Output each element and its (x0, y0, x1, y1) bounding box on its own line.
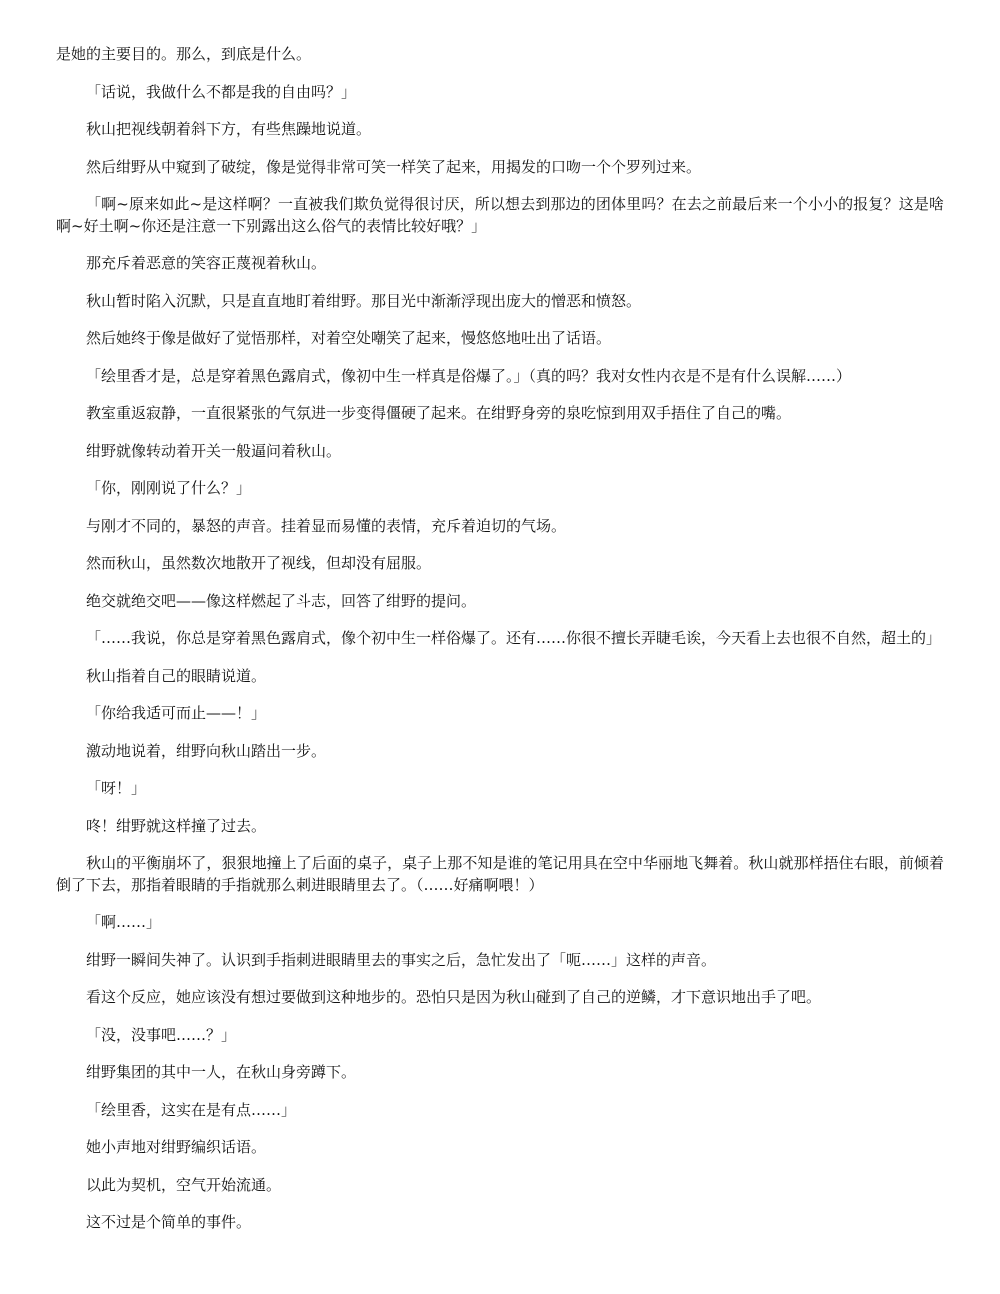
paragraph: 她小声地对绀野编织话语。 (86, 1138, 267, 1156)
paragraph: 「呀！」 (86, 779, 147, 797)
paragraph: 绝交就绝交吧——像这样燃起了斗志，回答了绀野的提问。 (86, 591, 477, 610)
paragraph: 然而秋山，虽然数次地散开了视线，但却没有屈服。 (86, 554, 432, 572)
paragraph: 「啊……」 (86, 913, 162, 931)
paragraph: 秋山把视线朝着斜下方，有些焦躁地说道。 (86, 120, 372, 138)
paragraph: 秋山暂时陷入沉默，只是直直地盯着绀野。那目光中渐渐浮现出庞大的憎恶和愤怒。 (86, 291, 642, 310)
paragraph: 绀野集团的其中一人，在秋山身旁蹲下。 (86, 1063, 357, 1081)
paragraph: 「你给我适可而止——！」 (86, 704, 267, 722)
paragraph: 是她的主要目的。那么，到底是什么。 (56, 45, 312, 63)
paragraph: 「绘里香才是，总是穿着黑色露肩式，像初中生一样真是俗爆了。」（真的吗？我对女性内衣是不是有什么误解……） (86, 366, 852, 385)
paragraph: 那充斥着恶意的笑容正蔑视着秋山。 (86, 254, 327, 272)
paragraph: 然后绀野从中窥到了破绽，像是觉得非常可笑一样笑了起来，用揭发的口吻一个个罗列过来。 (86, 157, 702, 176)
paragraph: 秋山的平衡崩坏了，狠狠地撞上了后面的桌子，桌子上那不知是谁的笔记用具在空中华丽地飞舞着。秋山就那样捂住右眼，前倾着倒了下去，那指着眼睛的手指就那么刺进眼睛里去了。（……好痛啊喂！） (56, 854, 944, 894)
paragraph: 绀野就像转动着开关一般逼问着秋山。 (86, 441, 342, 460)
paragraph: 教室重返寂静，一直很紧张的气氛进一步变得僵硬了起来。在绀野身旁的泉吃惊到用双手捂住了自己的嘴。 (86, 404, 792, 422)
paragraph: 「话说，我做什么不都是我的自由吗？」 (86, 82, 357, 101)
paragraph: 激动地说着，绀野向秋山踏出一步。 (86, 741, 327, 760)
paragraph: 然后她终于像是做好了觉悟那样，对着空处嘲笑了起来，慢悠悠地吐出了话语。 (86, 329, 612, 347)
paragraph: 看这个反应，她应该没有想过要做到这种地步的。恐怕只是因为秋山碰到了自己的逆鳞，才下意识地出手了吧。 (86, 988, 822, 1006)
paragraph: 以此为契机，空气开始流通。 (86, 1175, 282, 1194)
paragraph: 绀野一瞬间失神了。认识到手指刺进眼睛里去的事实之后，急忙发出了「呃……」这样的声音。 (86, 950, 717, 969)
paragraph: 「……我说，你总是穿着黑色露肩式，像个初中生一样俗爆了。还有……你很不擅长弄睫毛诶，今天看上去也很不自然，超土的」 (86, 629, 942, 647)
paragraph: 「绘里香，这实在是有点……」 (86, 1100, 297, 1119)
paragraph: 「没，没事吧……？」 (86, 1025, 237, 1044)
paragraph: 咚！绀野就这样撞了过去。 (86, 816, 267, 835)
paragraph: 与刚才不同的，暴怒的声音。挂着显而易懂的表情，充斥着迫切的气场。 (86, 516, 567, 535)
paragraph: 「啊~原来如此~是这样啊？一直被我们欺负觉得很讨厌，所以想去到那边的团体里吗？在去之前最后来一个小小的报复？这是啥啊~好土啊~你还是注意一下别露出这么俗气的表情比较好哦？」 (56, 195, 944, 235)
paragraph: 「你，刚刚说了什么？」 (86, 479, 252, 497)
paragraph: 秋山指着自己的眼睛说道。 (86, 666, 267, 685)
paragraph: 这不过是个简单的事件。 (86, 1213, 252, 1231)
